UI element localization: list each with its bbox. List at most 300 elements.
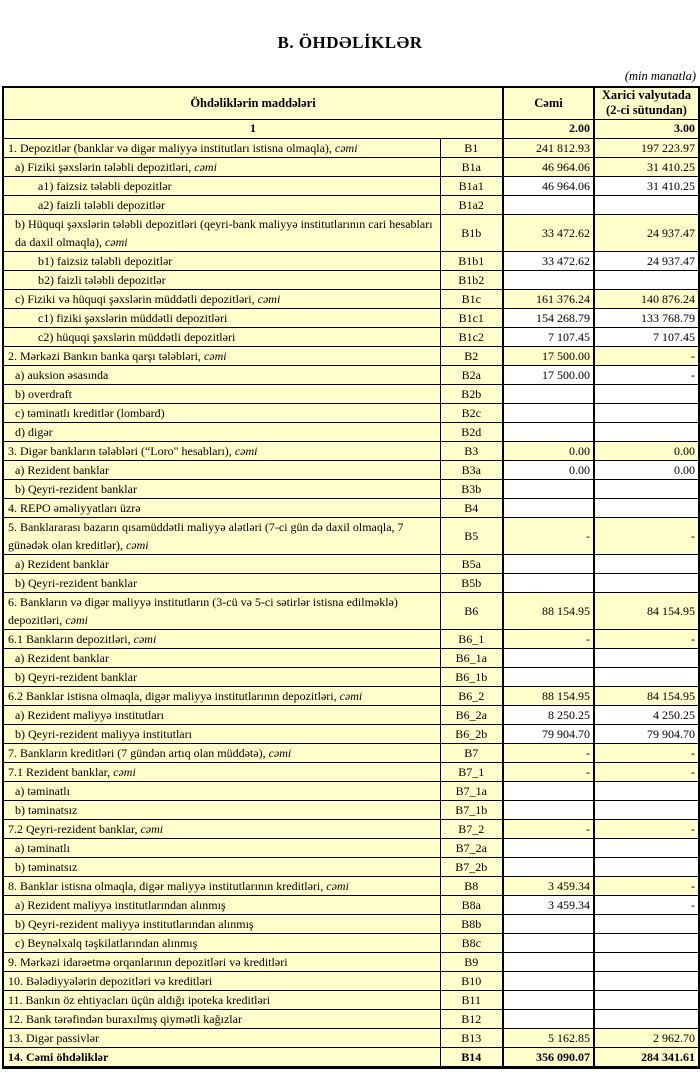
row-label-cell [3, 762, 440, 781]
row-label-italic-suffix: cəmi [104, 234, 128, 249]
table-row [3, 422, 699, 441]
row-label-cell [3, 933, 440, 952]
row-total-value-cell: 17 500.00 [503, 365, 594, 384]
row-label-cell [3, 705, 440, 724]
row-total-value-cell [503, 270, 594, 289]
row-foreign-value-cell: 4 250.25 [594, 705, 699, 724]
row-code-cell: B2c [440, 403, 503, 422]
row-label-italic-suffix: cəmi [125, 537, 149, 552]
row-total-value-cell [503, 800, 594, 819]
table-row [3, 800, 699, 819]
row-foreign-value-cell [594, 952, 699, 971]
row-code-cell: B5 [440, 517, 503, 554]
table-row [3, 195, 699, 214]
table-row [3, 914, 699, 933]
row-label-cell [3, 403, 440, 422]
table-row [3, 517, 699, 554]
row-foreign-value-cell: 284 341.61 [594, 1047, 699, 1067]
row-label-italic-suffix: cəmi [339, 688, 363, 703]
row-foreign-value-cell [594, 1009, 699, 1028]
row-total-value-cell [503, 952, 594, 971]
row-label-text: b) təminatsız [15, 859, 78, 874]
row-label-cell [3, 441, 440, 460]
row-code-cell: B8b [440, 914, 503, 933]
row-label-text: b) Qeyri-rezident banklar [15, 575, 137, 590]
row-label-text: 9. Mərkəzi idarəetmə orqanlarının depozitləri və kreditləri [8, 954, 288, 969]
row-total-value-cell: 88 154.95 [503, 686, 594, 705]
row-label-italic-suffix: cəmi [140, 821, 164, 836]
row-total-value-cell: 0.00 [503, 460, 594, 479]
table-row [3, 403, 699, 422]
row-label-cell [3, 819, 440, 838]
row-label-cell [3, 743, 440, 762]
table-row [3, 592, 699, 629]
table-row [3, 327, 699, 346]
table-row [3, 554, 699, 573]
row-foreign-value-cell [594, 857, 699, 876]
row-code-cell: B6_2a [440, 705, 503, 724]
page-title: B. ÖHDƏLİKLƏR [277, 33, 423, 52]
row-label-text: 8. Banklar istisna olmaqla, digər maliyyə institutlarının kreditləri, [8, 878, 327, 893]
row-label-text: b) overdraft [15, 386, 72, 401]
table-row [3, 990, 699, 1009]
row-total-value-cell: 154 268.79 [503, 308, 594, 327]
row-label-cell [3, 990, 440, 1009]
row-code-cell: B6_2 [440, 686, 503, 705]
row-label-text: 13. Digər passivlər [8, 1030, 99, 1045]
row-foreign-value-cell: 24 937.47 [594, 251, 699, 270]
row-label-text: a) təminatlı [15, 840, 70, 855]
row-label-text: 11. Bankın öz ehtiyacları üçün aldığı ipoteka kreditləri [8, 992, 271, 1007]
unit-note: (min manatla) [624, 69, 696, 83]
row-code-cell: B1a2 [440, 195, 503, 214]
table-row [3, 251, 699, 270]
row-code-cell: B1a1 [440, 176, 503, 195]
column-number-2: 2.00 [503, 119, 594, 138]
row-label-cell [3, 1047, 440, 1067]
row-label-cell [3, 648, 440, 667]
row-foreign-value-cell [594, 403, 699, 422]
row-label-italic-suffix: cəmi [234, 443, 258, 458]
table-row [3, 724, 699, 743]
row-total-value-cell [503, 857, 594, 876]
row-foreign-value-cell: 0.00 [594, 441, 699, 460]
table-row [3, 289, 699, 308]
row-code-cell: B6 [440, 592, 503, 629]
table-header [3, 87, 699, 138]
row-code-cell: B9 [440, 952, 503, 971]
table-row [3, 819, 699, 838]
row-foreign-value-cell: 24 937.47 [594, 214, 699, 251]
row-total-value-cell: - [503, 517, 594, 554]
row-label-text: 6.1 Bankların depozitləri, [8, 631, 134, 646]
row-label-italic-suffix: cəmi [133, 631, 157, 646]
liabilities-table [2, 86, 700, 1069]
row-foreign-value-cell [594, 498, 699, 517]
row-code-cell: B4 [440, 498, 503, 517]
header-row-labels [3, 87, 699, 119]
row-total-value-cell: - [503, 762, 594, 781]
row-foreign-value-cell: 2 962.70 [594, 1028, 699, 1047]
row-label-text: a) Rezident banklar [15, 462, 109, 477]
row-code-cell: B1c [440, 289, 503, 308]
row-label-cell [3, 952, 440, 971]
table-row [3, 346, 699, 365]
row-code-cell: B1 [440, 138, 503, 157]
row-total-value-cell [503, 384, 594, 403]
table-row [3, 498, 699, 517]
row-total-value-cell: 33 472.62 [503, 214, 594, 251]
row-total-value-cell [503, 838, 594, 857]
row-foreign-value-cell [594, 914, 699, 933]
row-label-cell [3, 460, 440, 479]
row-label-text: b) təminatsız [15, 802, 78, 817]
row-foreign-value-cell: 84 154.95 [594, 592, 699, 629]
row-foreign-value-cell: - [594, 895, 699, 914]
row-code-cell: B1b2 [440, 270, 503, 289]
row-foreign-value-cell: 79 904.70 [594, 724, 699, 743]
row-foreign-value-cell [594, 573, 699, 592]
row-label-italic-suffix: cəmi [268, 745, 292, 760]
row-total-value-cell: 79 904.70 [503, 724, 594, 743]
row-label-text: b) Hüquqi şəxslərin tələbli depozitləri (qeyri-bank maliyyə institutlarının cari hesabları da daxil olmaqla), [15, 216, 433, 249]
row-foreign-value-cell [594, 990, 699, 1009]
row-foreign-value-cell [594, 270, 699, 289]
table-row [3, 1028, 699, 1047]
row-label-text: a) təminatlı [15, 783, 70, 798]
row-total-value-cell [503, 781, 594, 800]
row-foreign-value-cell: - [594, 743, 699, 762]
row-label-text: 6.2 Banklar istisna olmaqla, digər maliyyə institutlarının depozitləri, [8, 688, 340, 703]
row-total-value-cell: 3 459.34 [503, 895, 594, 914]
row-label-text: 6. Bankların və digər maliyyə institutların (3-cü və 5-ci sətirlər istisna edilməklə) depozitləri, [8, 594, 398, 627]
row-foreign-value-cell: - [594, 365, 699, 384]
table-row [3, 705, 699, 724]
row-label-text: a) Rezident maliyyə institutları [15, 707, 164, 722]
table-row [3, 648, 699, 667]
row-label-text: b1) faizsiz tələbli depozitlər [38, 253, 173, 268]
row-label-text: c1) fiziki şəxslərin müddətli depozitləri [38, 310, 228, 325]
row-label-cell [3, 251, 440, 270]
row-foreign-value-cell: 197 223.97 [594, 138, 699, 157]
row-total-value-cell: 241 812.93 [503, 138, 594, 157]
row-code-cell: B7_1a [440, 781, 503, 800]
row-foreign-value-cell [594, 781, 699, 800]
row-label-italic-suffix: cəmi [326, 878, 349, 893]
table-row [3, 270, 699, 289]
row-label-text: b) Qeyri-rezident banklar [15, 481, 137, 496]
row-label-cell [3, 270, 440, 289]
row-label-cell [3, 629, 440, 648]
row-label-italic-suffix: cəmi [257, 291, 281, 306]
row-label-cell [3, 971, 440, 990]
row-foreign-value-cell [594, 648, 699, 667]
row-code-cell: B6_2b [440, 724, 503, 743]
row-code-cell: B1c1 [440, 308, 503, 327]
row-label-cell [3, 1028, 440, 1047]
table-row [3, 308, 699, 327]
row-code-cell: B2d [440, 422, 503, 441]
row-label-text: c2) hüquqi şəxslərin müddətli depozitləri [38, 329, 236, 344]
row-foreign-value-cell: 133 768.79 [594, 308, 699, 327]
row-code-cell: B14 [440, 1047, 503, 1067]
row-foreign-value-cell [594, 971, 699, 990]
row-label-cell [3, 667, 440, 686]
table-row [3, 629, 699, 648]
row-label-text: a) Fiziki şəxslərin tələbli depozitləri, [15, 159, 195, 174]
row-total-value-cell [503, 914, 594, 933]
row-total-value-cell: - [503, 743, 594, 762]
row-label-text: c) Fiziki və hüquqi şəxslərin müddətli depozitləri, [15, 291, 258, 306]
row-label-italic-suffix: cəmi [194, 159, 217, 174]
row-label-text: a2) faizli tələbli depozitlər [38, 197, 165, 212]
row-total-value-cell: 46 964.06 [503, 157, 594, 176]
row-label-cell [3, 346, 440, 365]
row-foreign-value-cell: - [594, 819, 699, 838]
row-label-cell [3, 857, 440, 876]
row-total-value-cell: 161 376.24 [503, 289, 594, 308]
row-total-value-cell [503, 422, 594, 441]
row-foreign-value-cell [594, 838, 699, 857]
row-label-text: b) Qeyri-rezident maliyyə institutlarından alınmış [15, 916, 254, 931]
table-row [3, 1009, 699, 1028]
row-label-text: b2) faizli tələbli depozitlər [38, 272, 166, 287]
table-row [3, 838, 699, 857]
table-row [3, 1047, 699, 1067]
table-row [3, 479, 699, 498]
row-label-cell [3, 327, 440, 346]
row-code-cell: B7_2 [440, 819, 503, 838]
row-label-italic-suffix: cəmi [113, 764, 136, 779]
row-label-cell [3, 554, 440, 573]
row-foreign-value-cell: 31 410.25 [594, 176, 699, 195]
row-code-cell: B5b [440, 573, 503, 592]
row-code-cell: B11 [440, 990, 503, 1009]
row-foreign-value-cell: 0.00 [594, 460, 699, 479]
table-row [3, 384, 699, 403]
row-label-cell [3, 289, 440, 308]
row-code-cell: B5a [440, 554, 503, 573]
row-total-value-cell [503, 479, 594, 498]
row-label-text: a) Rezident maliyyə institutlarından alınmış [15, 897, 226, 912]
row-total-value-cell [503, 498, 594, 517]
table-row [3, 971, 699, 990]
row-code-cell: B8 [440, 876, 503, 895]
row-code-cell: B7_2b [440, 857, 503, 876]
row-code-cell: B6_1a [440, 648, 503, 667]
row-total-value-cell [503, 971, 594, 990]
row-code-cell: B13 [440, 1028, 503, 1047]
row-code-cell: B8a [440, 895, 503, 914]
row-label-text: a) auksion əsasında [15, 367, 109, 382]
row-label-text: b) Qeyri-rezident maliyyə institutları [15, 726, 192, 741]
table-row [3, 952, 699, 971]
row-label-cell [3, 517, 440, 554]
row-label-cell [3, 781, 440, 800]
row-label-cell [3, 686, 440, 705]
row-total-value-cell: 7 107.45 [503, 327, 594, 346]
row-label-text: 1. Depozitlər (banklar və digər maliyyə institutları istisna olmaqla), [8, 140, 335, 155]
column-header-total: Cəmi [503, 87, 594, 119]
row-foreign-value-cell [594, 195, 699, 214]
row-label-cell [3, 176, 440, 195]
table-row [3, 933, 699, 952]
foreign-header-line2: (2-ci sütundan) [606, 103, 687, 118]
row-code-cell: B7_1b [440, 800, 503, 819]
row-foreign-value-cell: - [594, 629, 699, 648]
row-code-cell: B10 [440, 971, 503, 990]
row-code-cell: B3a [440, 460, 503, 479]
row-label-cell [3, 365, 440, 384]
row-label-text: 5. Banklararası bazarın qısamüddətli maliyyə alətləri (7-ci gün də daxil olmaqla, 7 günədək olan kreditlər), [8, 519, 404, 552]
row-label-cell [3, 724, 440, 743]
row-label-italic-suffix: cəmi [203, 348, 227, 363]
row-foreign-value-cell [594, 667, 699, 686]
row-code-cell: B6_1 [440, 629, 503, 648]
row-code-cell: B2 [440, 346, 503, 365]
row-label-italic-suffix: cəmi [65, 612, 88, 627]
row-foreign-value-cell: 140 876.24 [594, 289, 699, 308]
row-code-cell: B3 [440, 441, 503, 460]
row-label-cell [3, 592, 440, 629]
row-label-text: b) Qeyri-rezident banklar [15, 669, 137, 684]
row-total-value-cell [503, 573, 594, 592]
row-label-text: 7.2 Qeyri-rezident banklar, [8, 821, 141, 836]
row-label-cell [3, 138, 440, 157]
table-row [3, 686, 699, 705]
row-code-cell: B2a [440, 365, 503, 384]
row-code-cell: B12 [440, 1009, 503, 1028]
row-code-cell: B1c2 [440, 327, 503, 346]
row-label-cell [3, 895, 440, 914]
row-foreign-value-cell: 31 410.25 [594, 157, 699, 176]
row-foreign-value-cell: - [594, 517, 699, 554]
row-label-cell [3, 1009, 440, 1028]
table-row [3, 441, 699, 460]
row-total-value-cell [503, 554, 594, 573]
row-total-value-cell [503, 667, 594, 686]
row-foreign-value-cell: - [594, 762, 699, 781]
row-foreign-value-cell [594, 384, 699, 403]
row-code-cell: B1b1 [440, 251, 503, 270]
row-foreign-value-cell [594, 933, 699, 952]
row-label-cell [3, 308, 440, 327]
row-label-cell [3, 195, 440, 214]
column-header-foreign [594, 87, 699, 119]
row-total-value-cell [503, 403, 594, 422]
row-label-text: 4. REPO əməliyyatları üzrə [8, 500, 141, 515]
table-row [3, 157, 699, 176]
row-foreign-value-cell [594, 422, 699, 441]
row-total-value-cell: 17 500.00 [503, 346, 594, 365]
column-number-3: 3.00 [594, 119, 699, 138]
row-total-value-cell [503, 990, 594, 1009]
row-label-text: c) Beynəlxalq təşkilatlarından alınmış [15, 935, 198, 950]
table-row [3, 176, 699, 195]
row-code-cell: B7 [440, 743, 503, 762]
row-code-cell: B7_1 [440, 762, 503, 781]
row-label-cell [3, 498, 440, 517]
table-row [3, 762, 699, 781]
foreign-header-line1: Xarici valyutada [601, 88, 692, 103]
row-total-value-cell: 0.00 [503, 441, 594, 460]
row-total-value-cell: - [503, 629, 594, 648]
row-total-value-cell: 3 459.34 [503, 876, 594, 895]
table-row [3, 895, 699, 914]
row-foreign-value-cell: 7 107.45 [594, 327, 699, 346]
row-total-value-cell [503, 933, 594, 952]
table-row [3, 138, 699, 157]
row-total-value-cell: 356 090.07 [503, 1047, 594, 1067]
row-foreign-value-cell: - [594, 876, 699, 895]
row-label-cell [3, 800, 440, 819]
table-row [3, 667, 699, 686]
row-total-value-cell: 33 472.62 [503, 251, 594, 270]
row-total-value-cell: 88 154.95 [503, 592, 594, 629]
row-label-cell [3, 384, 440, 403]
row-code-cell: B1b [440, 214, 503, 251]
row-label-text: 2. Mərkəzi Bankın banka qarşı tələbləri, [8, 348, 204, 363]
table-row [3, 781, 699, 800]
table-row [3, 743, 699, 762]
table-body [3, 138, 699, 1067]
row-code-cell: B6_1b [440, 667, 503, 686]
row-label-text: a) Rezident banklar [15, 650, 109, 665]
row-total-value-cell [503, 1009, 594, 1028]
header-row-numbers [3, 119, 699, 138]
row-total-value-cell: 5 162.85 [503, 1028, 594, 1047]
column-header-items: Öhdəliklərin maddələri [3, 87, 503, 119]
row-code-cell: B3b [440, 479, 503, 498]
row-label-text: c) təminatlı kreditlər (lombard) [15, 405, 165, 420]
row-foreign-value-cell [594, 800, 699, 819]
row-label-cell [3, 838, 440, 857]
column-number-1: 1 [3, 119, 503, 138]
row-code-cell: B1a [440, 157, 503, 176]
row-label-cell [3, 573, 440, 592]
table-row [3, 460, 699, 479]
row-label-cell [3, 422, 440, 441]
row-total-value-cell [503, 648, 594, 667]
table-row [3, 573, 699, 592]
table-row [3, 876, 699, 895]
row-label-text: 10. Bələdiyyələrin depozitləri və kreditləri [8, 973, 213, 988]
row-label-text: d) digər [15, 424, 53, 439]
row-label-text: 14. Cəmi öhdəliklər [8, 1049, 109, 1064]
row-label-cell [3, 157, 440, 176]
table-row [3, 365, 699, 384]
row-foreign-value-cell [594, 554, 699, 573]
row-total-value-cell: 8 250.25 [503, 705, 594, 724]
row-foreign-value-cell: 84 154.95 [594, 686, 699, 705]
row-total-value-cell [503, 195, 594, 214]
row-label-text: a1) faizsiz tələbli depozitlər [38, 178, 172, 193]
row-total-value-cell: 46 964.06 [503, 176, 594, 195]
row-code-cell: B2b [440, 384, 503, 403]
row-foreign-value-cell [594, 479, 699, 498]
row-foreign-value-cell: - [594, 346, 699, 365]
row-label-italic-suffix: cəmi [334, 140, 358, 155]
row-label-cell [3, 914, 440, 933]
row-code-cell: B7_2a [440, 838, 503, 857]
table-row [3, 857, 699, 876]
row-label-cell [3, 876, 440, 895]
row-label-text: 7. Bankların kreditləri (7 gündən artıq olan müddətə), [8, 745, 269, 760]
row-code-cell: B8c [440, 933, 503, 952]
row-total-value-cell: - [503, 819, 594, 838]
table-row [3, 214, 699, 251]
row-label-text: a) Rezident banklar [15, 556, 109, 571]
